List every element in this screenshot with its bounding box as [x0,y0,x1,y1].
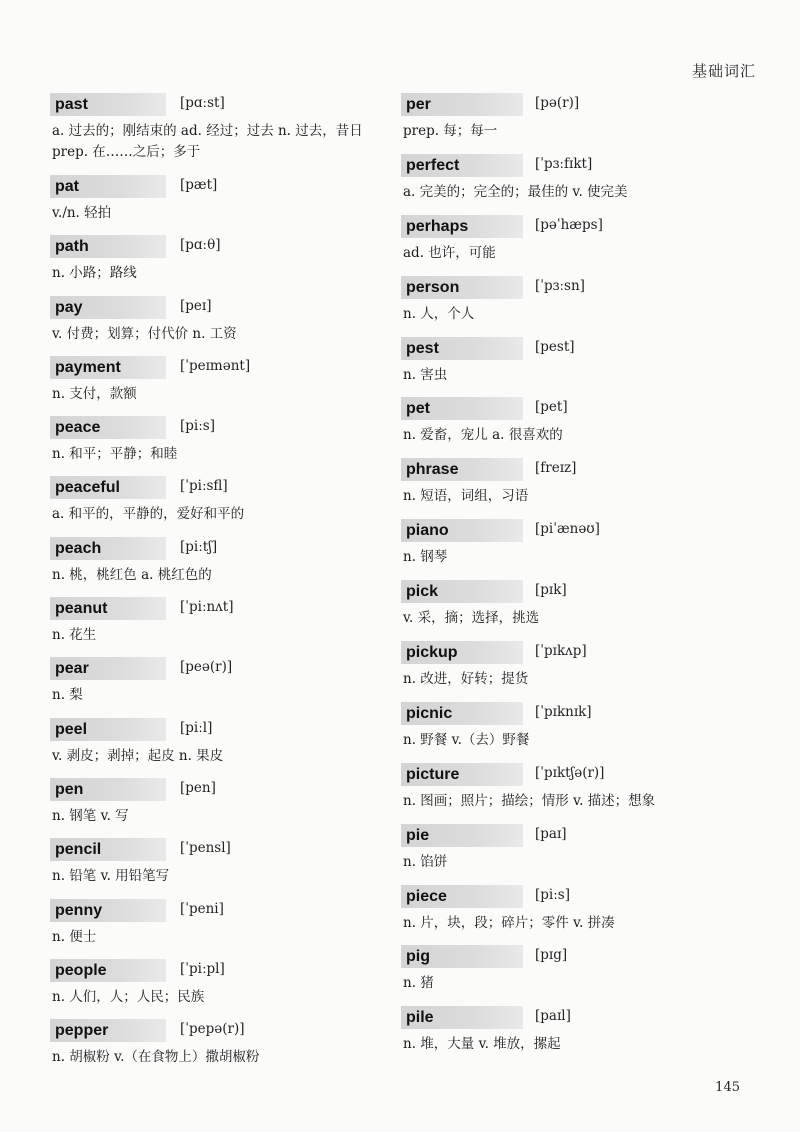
definition: n. 爱畜，宠儿 a. 很喜欢的 [403,427,563,444]
vocab-entry [50,837,390,897]
vocab-entry [401,701,761,762]
phonetic: [ˈpɜːsn] [535,277,585,294]
phonetic: [pet] [535,399,568,416]
definition: n. 小路；路线 [52,265,137,282]
definition: v. 付费；划算；付代价 n. 工资 [52,325,237,342]
definition: n. 人们，人；人民；民族 [52,988,205,1005]
definition: v. 剥皮；剥掉；起皮 n. 果皮 [52,747,224,764]
vocab-entry [50,92,390,174]
vocab-entry [50,958,390,1018]
headword: pepper [50,1019,166,1042]
vocab-entry [401,336,761,397]
vocab-entry [50,656,390,716]
phonetic: [ˈpepə(r)] [180,1021,245,1038]
vocab-entry [50,536,390,596]
headword: pick [401,580,523,603]
vocab-entry [401,153,761,214]
headword: picnic [401,702,523,725]
definition: n. 片，块，段；碎片；零件 v. 拼凑 [403,914,615,931]
headword: person [401,276,523,299]
phonetic: [pɑːθ] [180,237,221,254]
definition: n. 人，个人 [403,305,475,322]
phonetic: [pɪg] [535,947,568,964]
vocab-entry [50,1018,390,1078]
vocab-entry [401,884,761,945]
headword: payment [50,356,166,379]
headword: per [401,93,523,116]
headword: pencil [50,838,166,861]
headword: peel [50,718,166,741]
definition: n. 改进，好转；提货 [403,671,529,688]
phonetic: [paɪl] [535,1008,571,1025]
phonetic: [pæt] [180,177,218,193]
definition: n. 便士 [52,928,97,945]
vocab-entry [401,396,761,457]
headword: pie [401,824,523,847]
page-number: 145 [715,1080,740,1095]
headword: picture [401,763,523,786]
phonetic: [piˈænəʊ] [535,521,600,538]
vocab-entry [50,717,390,777]
definition: n. 胡椒粉 v.（在食物上）撒胡椒粉 [52,1049,260,1066]
phonetic: [pest] [535,338,575,355]
definition: n. 馅饼 [403,853,448,870]
phonetic: [pɪk] [535,582,567,599]
vocab-entry [50,898,390,958]
definition: n. 害虫 [403,366,448,383]
vocab-entry [50,475,390,535]
definition: n. 铅笔 v. 用铅笔写 [52,868,170,885]
phonetic: [ˈpiːnʌt] [180,599,234,616]
vocab-entry [50,596,390,656]
vocab-entry [50,174,390,234]
definition: n. 钢琴 [403,549,448,566]
phonetic: [piːtʃ] [180,538,218,555]
definition: n. 野餐 v.（去）野餐 [403,731,530,748]
definition: n. 梨 [52,687,83,704]
headword: pig [401,945,523,968]
headword: pile [401,1006,523,1029]
phonetic: [ˈpiːpl] [180,960,225,977]
phonetic: [pɑːst] [180,95,225,111]
definition: n. 桃，桃红色 a. 桃红色的 [52,566,212,583]
vocab-entry [401,640,761,701]
phonetic: [freɪz] [535,460,577,477]
definition: n. 堆，大量 v. 堆放，摞起 [403,1036,561,1053]
vocab-entry [401,214,761,275]
headword: pet [401,397,523,420]
phonetic: [ˈpensl] [180,840,231,857]
headword: pat [50,175,166,198]
phonetic: [paɪ] [535,825,567,842]
vocab-entry [50,777,390,837]
headword: perfect [401,154,523,177]
headword: pay [50,296,166,319]
phonetic: [ˈpɪknɪk] [535,703,592,720]
vocab-entry [50,355,390,415]
definition: n. 和平；平静；和睦 [52,446,178,463]
headword: penny [50,899,166,922]
phonetic: [piːl] [180,719,213,736]
phonetic: [ˈpeɪmənt] [180,357,251,374]
phonetic: [piːs] [180,418,215,435]
section-title: 基础词汇 [691,62,756,80]
vocab-entry [401,457,761,518]
phonetic: [pəˈhæps] [535,216,603,233]
headword: pest [401,337,523,360]
headword: people [50,959,166,982]
definition: n. 支付，款额 [52,385,137,402]
definition: v. 采，摘；选择，挑选 [403,610,540,627]
headword: perhaps [401,215,523,238]
vocab-entry [401,579,761,640]
phonetic: [pə(r)] [535,95,580,111]
headword: piano [401,519,523,542]
definition: ad. 也许，可能 [403,244,496,261]
left-column [50,92,390,1078]
vocab-entry [50,415,390,475]
definition: n. 猪 [403,975,434,992]
phonetic: [ˈpɜːfɪkt] [535,155,593,172]
vocab-entry [401,944,761,1005]
headword: peach [50,537,166,560]
phonetic: [peɪ] [180,297,212,314]
definition: v./n. 轻拍 [52,205,112,221]
definition: n. 花生 [52,627,97,644]
headword: phrase [401,458,523,481]
headword: pickup [401,641,523,664]
headword: piece [401,885,523,908]
right-column [401,92,761,1066]
headword: pear [50,657,166,680]
definition: n. 图画；照片；描绘；情形 v. 描述；想象 [403,792,656,809]
definition: prep. 每；每一 [403,123,498,139]
headword: peanut [50,597,166,620]
phonetic: [ˈpɪktʃə(r)] [535,764,605,781]
vocab-entry [401,518,761,579]
vocab-entry [50,234,390,294]
headword: peace [50,416,166,439]
phonetic: [ˈpɪkʌp] [535,643,587,660]
definition: a. 完美的；完全的；最佳的 v. 使完美 [403,183,628,200]
phonetic: [pen] [180,779,216,796]
headword: pen [50,778,166,801]
vocab-entry [401,92,761,153]
headword: peaceful [50,476,166,499]
phonetic: [ˈpeni] [180,900,224,917]
phonetic: [piːs] [535,886,570,903]
vocab-entry [401,275,761,336]
vocab-entry [401,823,761,884]
headword: path [50,235,166,258]
definition: n. 短语，词组，习语 [403,488,529,505]
vocab-entry [401,762,761,823]
vocab-entry [401,1005,761,1066]
definition: a. 过去的；刚结束的 ad. 经过；过去 n. 过去，昔日 prep. 在……之后；多于 [52,123,363,160]
definition: n. 钢笔 v. 写 [52,807,129,824]
vocab-entry [50,295,390,355]
headword: past [50,93,166,116]
phonetic: [peə(r)] [180,659,233,676]
phonetic: [ˈpiːsfl] [180,478,228,495]
definition: a. 和平的，平静的，爱好和平的 [52,506,245,523]
